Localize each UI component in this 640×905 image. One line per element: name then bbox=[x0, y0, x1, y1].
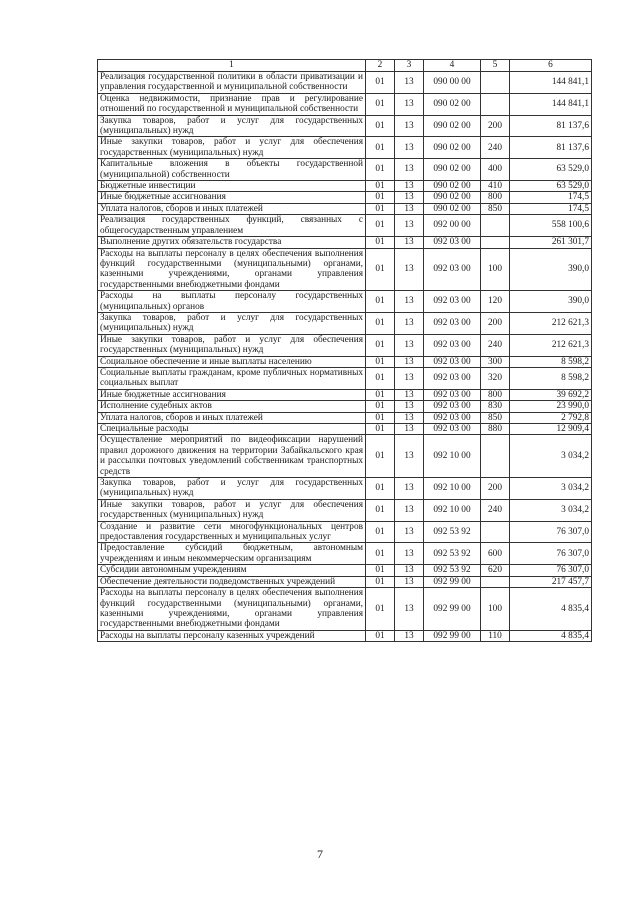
section-code-cell: 01 bbox=[366, 181, 395, 192]
section-code-cell: 01 bbox=[366, 630, 395, 641]
section-code-cell: 01 bbox=[366, 543, 395, 565]
budget-table-body bbox=[98, 60, 592, 642]
target-article-cell: 090 02 00 bbox=[424, 203, 481, 214]
expense-type-cell: 880 bbox=[481, 424, 510, 435]
table-row bbox=[98, 334, 592, 356]
table-row bbox=[98, 93, 592, 115]
section-code-cell: 01 bbox=[366, 334, 395, 356]
target-article-cell: 092 03 00 bbox=[424, 334, 481, 356]
amount-cell: 144 841,1 bbox=[510, 93, 592, 115]
target-article-cell: 090 02 00 bbox=[424, 137, 481, 159]
expense-name-cell: Закупка товаров, работ и услуг для государственных (муниципальных) нужд bbox=[98, 478, 366, 500]
amount-cell: 4 835,4 bbox=[510, 588, 592, 631]
table-row bbox=[98, 192, 592, 203]
section-code-cell: 01 bbox=[366, 137, 395, 159]
expense-name-cell: Осуществление мероприятий по видеофиксации нарушений правил дорожного движения на территории Забайкальского края и рассылки почтовых уведомлений собственникам транспортных средств bbox=[98, 435, 366, 478]
table-row bbox=[98, 312, 592, 334]
expense-type-cell bbox=[481, 435, 510, 478]
section-code-cell: 01 bbox=[366, 565, 395, 576]
expense-type-cell: 100 bbox=[481, 588, 510, 631]
expense-name-cell: Иные бюджетные ассигнования bbox=[98, 389, 366, 400]
amount-cell: 3 034,2 bbox=[510, 478, 592, 500]
expense-type-cell: 200 bbox=[481, 115, 510, 137]
section-code-cell: 01 bbox=[366, 203, 395, 214]
target-article-cell: 092 03 00 bbox=[424, 401, 481, 412]
target-article-cell: 092 03 00 bbox=[424, 389, 481, 400]
expense-type-cell: 850 bbox=[481, 412, 510, 423]
target-article-cell: 090 02 00 bbox=[424, 159, 481, 181]
expense-name-cell: Социальные выплаты гражданам, кроме публичных нормативных социальных выплат bbox=[98, 367, 366, 389]
expense-name-cell: Расходы на выплаты персоналу в целях обеспечения выполнения функций государственными (муниципальными) органами, казенными учреждениями, органами управления государственными внебюджетными фондами bbox=[98, 248, 366, 291]
section-code-cell: 01 bbox=[366, 115, 395, 137]
amount-cell: 174,5 bbox=[510, 192, 592, 203]
section-code-cell: 01 bbox=[366, 367, 395, 389]
table-row bbox=[98, 367, 592, 389]
subsection-code-cell: 13 bbox=[395, 248, 424, 291]
section-code-cell: 01 bbox=[366, 389, 395, 400]
amount-cell: 3 034,2 bbox=[510, 499, 592, 521]
subsection-code-cell: 13 bbox=[395, 565, 424, 576]
expense-type-cell: 850 bbox=[481, 203, 510, 214]
target-article-cell: 092 03 00 bbox=[424, 424, 481, 435]
table-row bbox=[98, 237, 592, 248]
expense-name-cell: Исполнение судебных актов bbox=[98, 401, 366, 412]
header-cell: 1 bbox=[98, 60, 366, 72]
expense-name-cell: Социальное обеспечение и иные выплаты населению bbox=[98, 356, 366, 367]
expense-name-cell: Специальные расходы bbox=[98, 424, 366, 435]
table-row bbox=[98, 72, 592, 94]
table-row bbox=[98, 588, 592, 631]
amount-cell: 12 909,4 bbox=[510, 424, 592, 435]
amount-cell: 4 835,4 bbox=[510, 630, 592, 641]
expense-name-cell: Субсидии автономным учреждениям bbox=[98, 565, 366, 576]
expense-name-cell: Уплата налогов, сборов и иных платежей bbox=[98, 203, 366, 214]
amount-cell: 390,0 bbox=[510, 291, 592, 313]
expense-name-cell: Создание и развитие сети многофункциональных центров предоставления государственных и муниципальных услуг bbox=[98, 521, 366, 543]
subsection-code-cell: 13 bbox=[395, 630, 424, 641]
target-article-cell: 092 10 00 bbox=[424, 435, 481, 478]
expense-name-cell: Закупка товаров, работ и услуг для государственных (муниципальных) нужд bbox=[98, 312, 366, 334]
table-row bbox=[98, 203, 592, 214]
expense-type-cell: 830 bbox=[481, 401, 510, 412]
expense-type-cell: 200 bbox=[481, 312, 510, 334]
expense-type-cell: 400 bbox=[481, 159, 510, 181]
subsection-code-cell: 13 bbox=[395, 72, 424, 94]
target-article-cell: 090 02 00 bbox=[424, 192, 481, 203]
table-row bbox=[98, 115, 592, 137]
expense-name-cell: Иные бюджетные ассигнования bbox=[98, 192, 366, 203]
table-row bbox=[98, 499, 592, 521]
section-code-cell: 01 bbox=[366, 478, 395, 500]
expense-type-cell: 300 bbox=[481, 356, 510, 367]
expense-type-cell: 240 bbox=[481, 137, 510, 159]
page-number: 7 bbox=[317, 847, 323, 861]
subsection-code-cell: 13 bbox=[395, 499, 424, 521]
target-article-cell: 092 03 00 bbox=[424, 367, 481, 389]
table-row bbox=[98, 565, 592, 576]
expense-type-cell: 620 bbox=[481, 565, 510, 576]
target-article-cell: 090 02 00 bbox=[424, 93, 481, 115]
subsection-code-cell: 13 bbox=[395, 291, 424, 313]
expense-type-cell bbox=[481, 576, 510, 587]
expense-type-cell: 100 bbox=[481, 248, 510, 291]
amount-cell: 217 457,7 bbox=[510, 576, 592, 587]
header-cell: 4 bbox=[424, 60, 481, 72]
subsection-code-cell: 13 bbox=[395, 401, 424, 412]
header-cell: 3 bbox=[395, 60, 424, 72]
subsection-code-cell: 13 bbox=[395, 181, 424, 192]
target-article-cell: 092 99 00 bbox=[424, 588, 481, 631]
expense-type-cell bbox=[481, 72, 510, 94]
target-article-cell: 092 99 00 bbox=[424, 630, 481, 641]
target-article-cell: 092 53 92 bbox=[424, 543, 481, 565]
section-code-cell: 01 bbox=[366, 424, 395, 435]
table-row bbox=[98, 215, 592, 237]
table-row bbox=[98, 159, 592, 181]
subsection-code-cell: 13 bbox=[395, 435, 424, 478]
subsection-code-cell: 13 bbox=[395, 159, 424, 181]
amount-cell: 261 301,7 bbox=[510, 237, 592, 248]
amount-cell: 390,0 bbox=[510, 248, 592, 291]
expense-name-cell: Выполнение других обязательств государства bbox=[98, 237, 366, 248]
expense-name-cell: Капитальные вложения в объекты государственной (муниципальной) собственности bbox=[98, 159, 366, 181]
amount-cell: 144 841,1 bbox=[510, 72, 592, 94]
table-row bbox=[98, 424, 592, 435]
section-code-cell: 01 bbox=[366, 237, 395, 248]
target-article-cell: 090 00 00 bbox=[424, 72, 481, 94]
table-row bbox=[98, 478, 592, 500]
section-code-cell: 01 bbox=[366, 159, 395, 181]
target-article-cell: 090 02 00 bbox=[424, 181, 481, 192]
subsection-code-cell: 13 bbox=[395, 215, 424, 237]
subsection-code-cell: 13 bbox=[395, 203, 424, 214]
subsection-code-cell: 13 bbox=[395, 93, 424, 115]
expense-type-cell bbox=[481, 521, 510, 543]
target-article-cell: 092 53 92 bbox=[424, 565, 481, 576]
expense-name-cell: Иные закупки товаров, работ и услуг для обеспечения государственных (муниципальных) нужд bbox=[98, 334, 366, 356]
amount-cell: 76 307,0 bbox=[510, 521, 592, 543]
expense-type-cell: 600 bbox=[481, 543, 510, 565]
target-article-cell: 092 00 00 bbox=[424, 215, 481, 237]
expense-name-cell: Бюджетные инвестиции bbox=[98, 181, 366, 192]
subsection-code-cell: 13 bbox=[395, 588, 424, 631]
header-cell: 5 bbox=[481, 60, 510, 72]
table-row bbox=[98, 137, 592, 159]
section-code-cell: 01 bbox=[366, 248, 395, 291]
amount-cell: 174,5 bbox=[510, 203, 592, 214]
target-article-cell: 092 03 00 bbox=[424, 356, 481, 367]
expense-type-cell bbox=[481, 93, 510, 115]
expense-name-cell: Оценка недвижимости, признание прав и регулирование отношений по государственной и муниципальной собственности bbox=[98, 93, 366, 115]
target-article-cell: 092 03 00 bbox=[424, 248, 481, 291]
amount-cell: 23 990,0 bbox=[510, 401, 592, 412]
subsection-code-cell: 13 bbox=[395, 356, 424, 367]
expense-name-cell: Уплата налогов, сборов и иных платежей bbox=[98, 412, 366, 423]
section-code-cell: 01 bbox=[366, 192, 395, 203]
subsection-code-cell: 13 bbox=[395, 237, 424, 248]
subsection-code-cell: 13 bbox=[395, 389, 424, 400]
subsection-code-cell: 13 bbox=[395, 115, 424, 137]
target-article-cell: 092 99 00 bbox=[424, 576, 481, 587]
target-article-cell: 092 10 00 bbox=[424, 478, 481, 500]
amount-cell: 558 100,6 bbox=[510, 215, 592, 237]
table-row bbox=[98, 435, 592, 478]
table-header-row bbox=[98, 60, 592, 72]
table-row bbox=[98, 291, 592, 313]
subsection-code-cell: 13 bbox=[395, 521, 424, 543]
section-code-cell: 01 bbox=[366, 291, 395, 313]
section-code-cell: 01 bbox=[366, 576, 395, 587]
section-code-cell: 01 bbox=[366, 412, 395, 423]
expense-type-cell bbox=[481, 237, 510, 248]
amount-cell: 39 692,2 bbox=[510, 389, 592, 400]
expense-type-cell: 200 bbox=[481, 478, 510, 500]
amount-cell: 8 598,2 bbox=[510, 356, 592, 367]
amount-cell: 76 307,0 bbox=[510, 565, 592, 576]
amount-cell: 2 792,8 bbox=[510, 412, 592, 423]
expense-name-cell: Расходы на выплаты персоналу государственных (муниципальных) органов bbox=[98, 291, 366, 313]
expense-type-cell: 800 bbox=[481, 192, 510, 203]
amount-cell: 212 621,3 bbox=[510, 312, 592, 334]
table-row bbox=[98, 401, 592, 412]
table-row bbox=[98, 630, 592, 641]
target-article-cell: 092 03 00 bbox=[424, 291, 481, 313]
amount-cell: 63 529,0 bbox=[510, 159, 592, 181]
section-code-cell: 01 bbox=[366, 312, 395, 334]
subsection-code-cell: 13 bbox=[395, 543, 424, 565]
section-code-cell: 01 bbox=[366, 521, 395, 543]
amount-cell: 3 034,2 bbox=[510, 435, 592, 478]
subsection-code-cell: 13 bbox=[395, 424, 424, 435]
subsection-code-cell: 13 bbox=[395, 137, 424, 159]
target-article-cell: 092 03 00 bbox=[424, 312, 481, 334]
expense-name-cell: Предоставление субсидий бюджетным, автономным учреждениям и иным некоммерческим организациям bbox=[98, 543, 366, 565]
expense-type-cell: 320 bbox=[481, 367, 510, 389]
expense-name-cell: Реализация государственных функций, связанных с общегосударственным управлением bbox=[98, 215, 366, 237]
amount-cell: 81 137,6 bbox=[510, 115, 592, 137]
table-row bbox=[98, 521, 592, 543]
target-article-cell: 092 03 00 bbox=[424, 237, 481, 248]
expense-type-cell: 240 bbox=[481, 499, 510, 521]
amount-cell: 81 137,6 bbox=[510, 137, 592, 159]
expense-name-cell: Обеспечение деятельности подведомственных учреждений bbox=[98, 576, 366, 587]
table-row bbox=[98, 543, 592, 565]
section-code-cell: 01 bbox=[366, 356, 395, 367]
subsection-code-cell: 13 bbox=[395, 412, 424, 423]
section-code-cell: 01 bbox=[366, 401, 395, 412]
expense-type-cell: 110 bbox=[481, 630, 510, 641]
target-article-cell: 092 10 00 bbox=[424, 499, 481, 521]
table-row bbox=[98, 248, 592, 291]
subsection-code-cell: 13 bbox=[395, 312, 424, 334]
table-row bbox=[98, 356, 592, 367]
section-code-cell: 01 bbox=[366, 499, 395, 521]
expense-type-cell: 120 bbox=[481, 291, 510, 313]
header-cell: 2 bbox=[366, 60, 395, 72]
expense-type-cell: 410 bbox=[481, 181, 510, 192]
subsection-code-cell: 13 bbox=[395, 334, 424, 356]
expense-name-cell: Реализация государственной политики в области приватизации и управления государственной и муниципальной собственности bbox=[98, 72, 366, 94]
table-row bbox=[98, 412, 592, 423]
subsection-code-cell: 13 bbox=[395, 192, 424, 203]
section-code-cell: 01 bbox=[366, 72, 395, 94]
target-article-cell: 092 53 92 bbox=[424, 521, 481, 543]
header-cell: 6 bbox=[510, 60, 592, 72]
subsection-code-cell: 13 bbox=[395, 576, 424, 587]
section-code-cell: 01 bbox=[366, 93, 395, 115]
budget-table bbox=[97, 59, 592, 642]
target-article-cell: 090 02 00 bbox=[424, 115, 481, 137]
expense-name-cell: Иные закупки товаров, работ и услуг для обеспечения государственных (муниципальных) нужд bbox=[98, 137, 366, 159]
expense-type-cell bbox=[481, 215, 510, 237]
amount-cell: 212 621,3 bbox=[510, 334, 592, 356]
amount-cell: 8 598,2 bbox=[510, 367, 592, 389]
expense-name-cell: Расходы на выплаты персоналу казенных учреждений bbox=[98, 630, 366, 641]
amount-cell: 63 529,0 bbox=[510, 181, 592, 192]
expense-name-cell: Закупка товаров, работ и услуг для государственных (муниципальных) нужд bbox=[98, 115, 366, 137]
section-code-cell: 01 bbox=[366, 215, 395, 237]
subsection-code-cell: 13 bbox=[395, 367, 424, 389]
amount-cell: 76 307,0 bbox=[510, 543, 592, 565]
expense-type-cell: 240 bbox=[481, 334, 510, 356]
section-code-cell: 01 bbox=[366, 435, 395, 478]
table-row bbox=[98, 181, 592, 192]
subsection-code-cell: 13 bbox=[395, 478, 424, 500]
expense-name-cell: Расходы на выплаты персоналу в целях обеспечения выполнения функций государственными (муниципальными) органами, казенными учреждениями, органами управления государственными внебюджетными фондами bbox=[98, 588, 366, 631]
expense-name-cell: Иные закупки товаров, работ и услуг для обеспечения государственных (муниципальных) нужд bbox=[98, 499, 366, 521]
table-row bbox=[98, 576, 592, 587]
section-code-cell: 01 bbox=[366, 588, 395, 631]
expense-type-cell: 800 bbox=[481, 389, 510, 400]
table-row bbox=[98, 389, 592, 400]
target-article-cell: 092 03 00 bbox=[424, 412, 481, 423]
